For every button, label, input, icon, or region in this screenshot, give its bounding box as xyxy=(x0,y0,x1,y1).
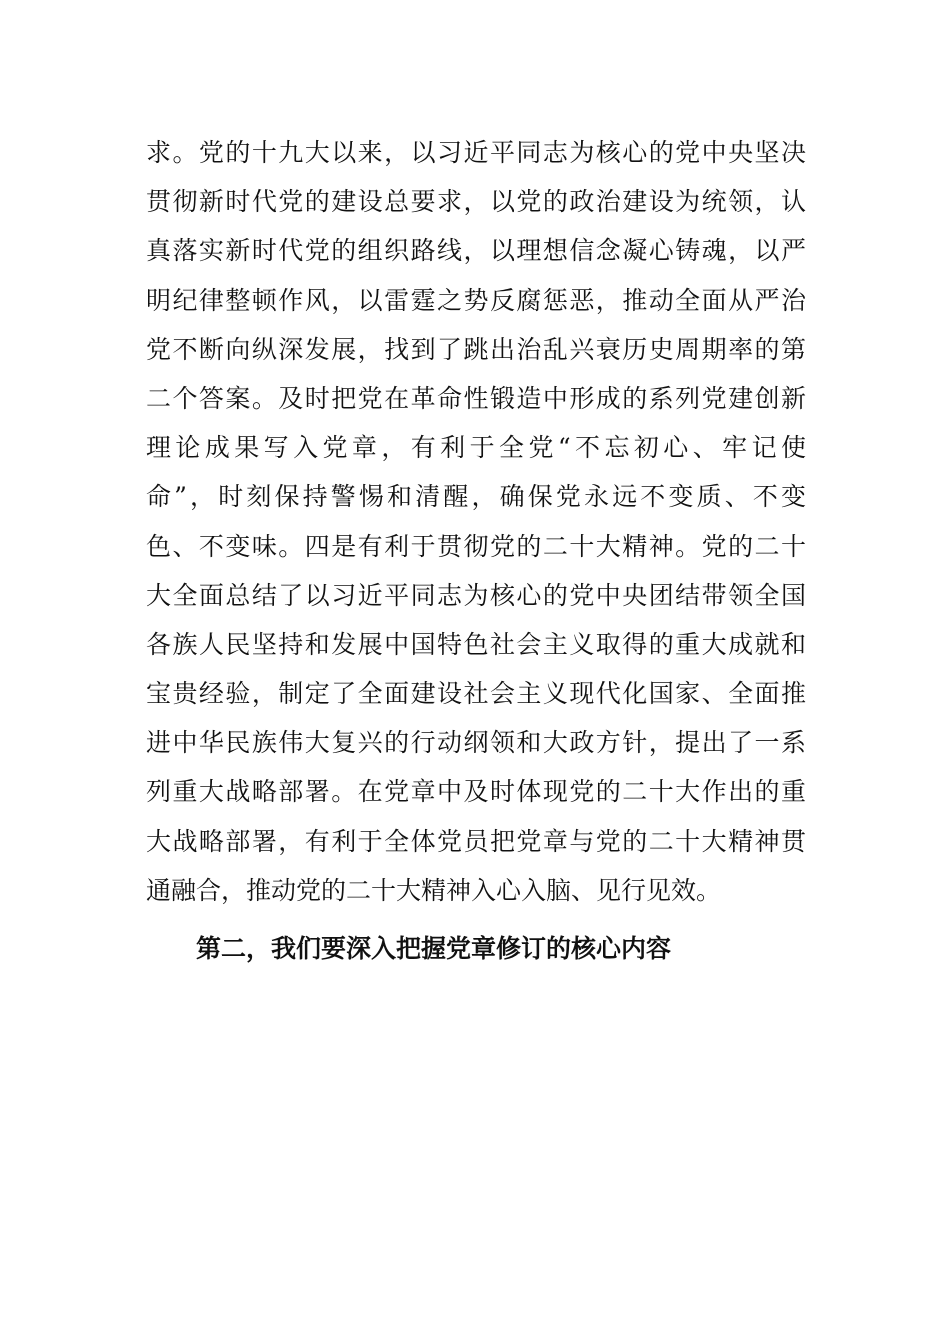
paragraph-line: 列重大战略部署。在党章中及时体现党的二十大作出的重 xyxy=(146,777,806,807)
paragraph-line: 各族人民坚持和发展中国特色社会主义取得的重大成就和 xyxy=(146,629,806,659)
paragraph-line: 进中华民族伟大复兴的行动纲领和大政方针，提出了一系 xyxy=(146,728,806,758)
paragraph-line: 党不断向纵深发展，找到了跳出治乱兴衰历史周期率的第 xyxy=(146,334,806,364)
paragraph-line: 色、不变味。四是有利于贯彻党的二十大精神。党的二十 xyxy=(146,531,806,561)
paragraph-line: 真落实新时代党的组织路线，以理想信念凝心铸魂，以严 xyxy=(146,236,806,266)
paragraph-line: 大战略部署，有利于全体党员把党章与党的二十大精神贯 xyxy=(146,826,806,856)
paragraph-line: 大全面总结了以习近平同志为核心的党中央团结带领全国 xyxy=(146,580,806,610)
body-paragraph xyxy=(146,128,806,915)
section-heading: 第二，我们要深入把握党章修订的核心内容 xyxy=(196,934,672,963)
paragraph-line: 求。党的十九大以来，以习近平同志为核心的党中央坚决 xyxy=(146,138,806,167)
paragraph-line: 命”，时刻保持警惕和清醒，确保党永远不变质、不变 xyxy=(146,482,806,512)
paragraph-line: 明纪律整顿作风，以雷霆之势反腐惩恶，推动全面从严治 xyxy=(146,285,806,315)
paragraph-line: 二个答案。及时把党在革命性锻造中形成的系列党建创新 xyxy=(146,383,806,413)
paragraph-line: 通融合，推动党的二十大精神入心入脑、见行见效。 xyxy=(146,875,722,905)
paragraph-line: 理论成果写入党章，有利于全党“不忘初心、牢记使 xyxy=(146,433,806,463)
paragraph-line: 贯彻新时代党的建设总要求，以党的政治建设为统领，认 xyxy=(146,187,806,217)
paragraph-line: 宝贵经验，制定了全面建设社会主义现代化国家、全面推 xyxy=(146,679,806,709)
